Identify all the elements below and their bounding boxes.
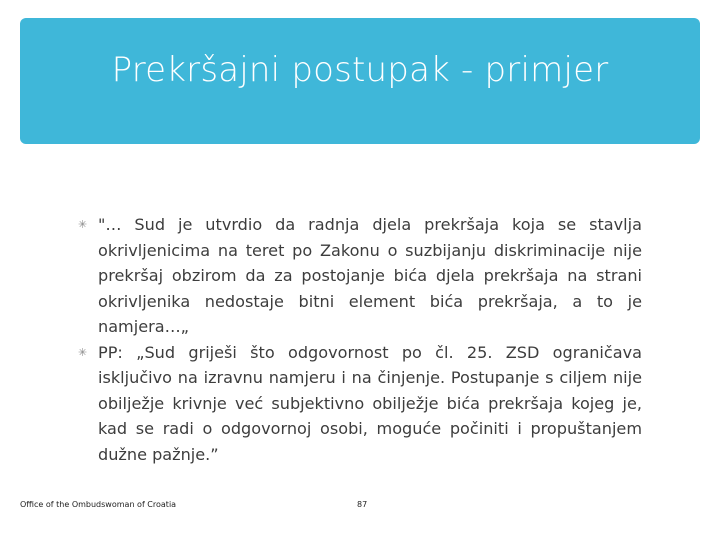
asterisk-bullet-icon: ✳ bbox=[78, 345, 88, 359]
bullet-text-1: "… Sud je utvrdio da radnja djela prekršaja koja se stavlja okrivljenicima na teret po Zakonu o suzbijanju diskriminacije nije prekršaj obzirom da za postojanje bića djela prekršaja na strani okrivljenika nedostaje bitni element bića prekršaja, a to je namjera…„ bbox=[98, 215, 642, 336]
footer-organization: Office of the Ombudswoman of Croatia bbox=[20, 500, 177, 509]
slide-content bbox=[74, 212, 642, 467]
page-number: 87 bbox=[357, 500, 368, 509]
bullet-text-2: PP: „Sud griješi što odgovornost po čl. 25. ZSD ograničava isključivo na izravnu namjeru i na činjenje. Postupanje s ciljem nije obilježje krivnje već subjektivno obilježje bića prekršaja kojeg je, kad se radi o odgovornoj osobi, moguće počiniti i propuštanjem dužne pažnje.” bbox=[98, 342, 642, 464]
bullet-item-1 bbox=[74, 212, 642, 340]
slide-title: Prekršajni postupak - primjer bbox=[111, 50, 609, 90]
asterisk-bullet-icon: ✳ bbox=[78, 218, 88, 231]
bullet-item-2 bbox=[74, 340, 642, 468]
